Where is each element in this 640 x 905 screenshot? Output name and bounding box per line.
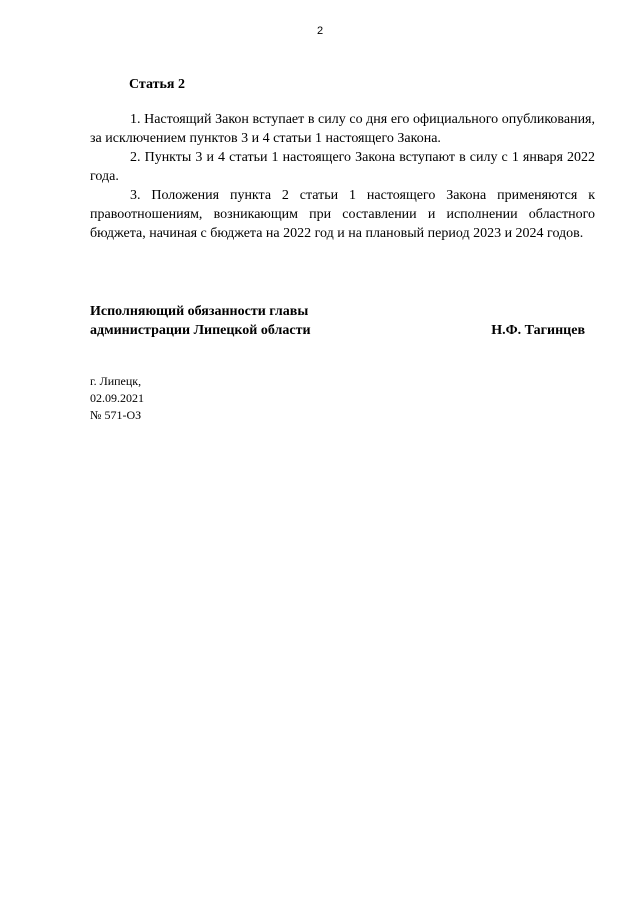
- signature-block: [90, 302, 595, 340]
- signature-row: [90, 321, 585, 340]
- document-footer: [90, 373, 144, 424]
- paragraph-2: 2. Пункты 3 и 4 статьи 1 настоящего Закона вступают в силу с 1 января 2022 года.: [90, 150, 595, 184]
- footer-city: г. Липецк,: [90, 374, 142, 388]
- signatory-position-line1: Исполняющий обязанности главы: [90, 304, 309, 319]
- signatory-name: Н.Ф. Тагинцев: [491, 323, 585, 338]
- article-title: Статья 2: [129, 77, 185, 92]
- footer-law-number: № 571-ОЗ: [90, 408, 142, 422]
- article-body: [90, 110, 595, 243]
- paragraph-1: 1. Настоящий Закон вступает в силу со дня его официального опубликования, за исключением пунктов 3 и 4 статьи 1 настоящего Закона.: [90, 112, 595, 146]
- paragraph-3: 3. Положения пункта 2 статьи 1 настоящего Закона применяются к правоотношениям, возникающим при составлении и исполнении областного бюджета, начиная с бюджета на 2022 год и на плановый период 2023 и 2024 годов.: [90, 188, 595, 241]
- signatory-position-line2: администрации Липецкой области: [90, 323, 311, 338]
- footer-date: 02.09.2021: [90, 391, 144, 405]
- page-number: 2: [316, 25, 324, 37]
